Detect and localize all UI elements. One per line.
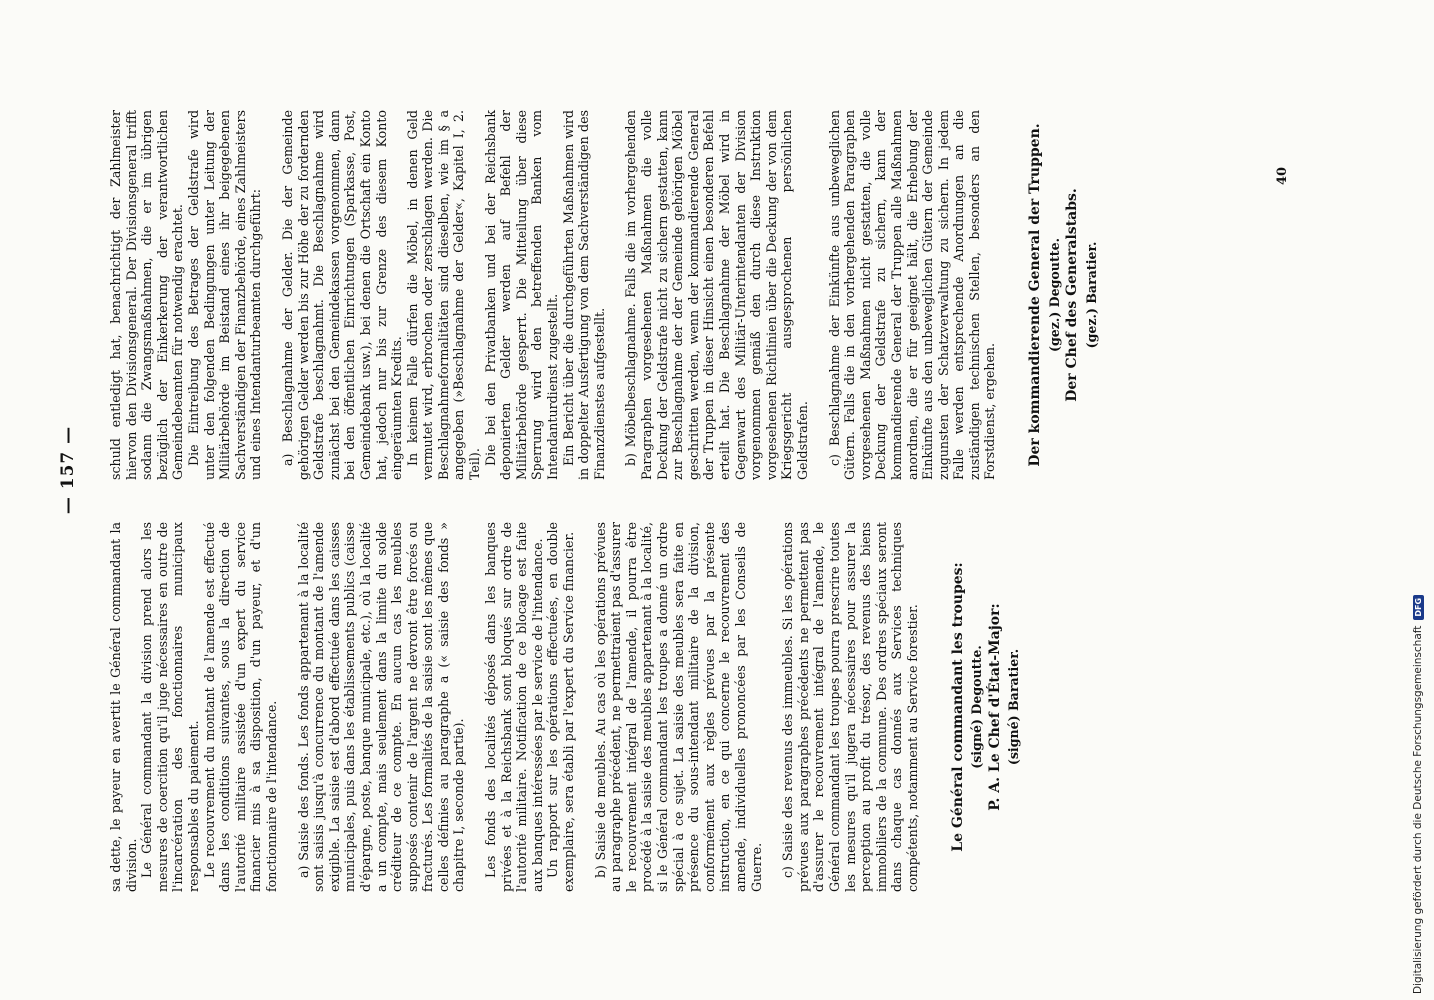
fr-signature-name: (signé) Baratier.: [1006, 648, 1022, 766]
de-signature-name: (gez.) Degoutte.: [1046, 238, 1062, 352]
fr-signature-title: P. A. Le Chef d'État-Major:: [986, 603, 1003, 811]
fr-paragraph: Les fonds des localités déposés dans les banques privées et à la Reichsbank sont bloqués sur ordre de l'autorité militaire. Notification de ce blocage est faite aux banques intéressées par le service de l'intendance.: [483, 522, 545, 892]
de-signature-name: (gez.) Baratier.: [1083, 241, 1099, 349]
page-number: — 157 —: [58, 425, 78, 515]
de-paragraph: c) Beschlagnahme der Einkünfte aus unbeweglichen Gütern. Falls die in den vorhergehenden Paragraphen vorgesehenen Maßnahmen nicht gestatten, die volle Deckung der Geldstrafe zu sichern, kann der kommandierende General der Truppen alle Maßnahmen anordnen, die er für geeignet hält, die Erhebung der Einkünfte aus den unbeweglichen Gütern der Gemeinde zugunsten der Schatzverwaltung zu sichern. In jedem Falle werden entsprechende Anordnungen an die zuständigen technischen Stellen, besonders an den Forstdienst, ergehen.: [826, 110, 998, 480]
de-signature-title: Der kommandierende General der Truppen.: [1027, 123, 1044, 467]
de-signature-block: [1028, 110, 1099, 480]
de-paragraph: Ein Bericht über die durchgeführten Maßnahmen wird in doppelter Ausfertigung von dem Sachverständigen des Finanzdienstes aufgestellt.: [560, 110, 607, 480]
german-column: [108, 110, 1102, 480]
de-signature-title: Der Chef des Generalstabs.: [1064, 188, 1081, 402]
de-paragraph: In keinem Falle dürfen die Möbel, in denen Geld vermutet wird, erbrochen oder zerschlagen werden. Die Beschlagnahmeformalitäten sind dieselben, wie im § a angegeben (»Beschlagnahme der Gelder«, Kapitel I, 2. Teil).: [404, 110, 483, 480]
de-paragraph: Die bei den Privatbanken und bei der Reichsbank deponierten Gelder werden auf Befehl der Militärbehörde gesperrt. Die Mitteilung über diese Sperrung wird den betreffenden Banken vom Intendanturdienst zugestellt.: [482, 110, 561, 480]
fr-paragraph: c) Saisie des revenus des immeubles. Si les opérations prévues aux paragraphes précédents ne permettent pas d'assurer le recouvrement intégral de l'amende, le Général commandant les troupes pourra prescrire toutes les mesures qu'il jugera nécessaires pour assurer la perception au profit du trésor, des revenus des biens immobiliers de la commune. Des ordres spéciaux seront dans chaque cas donnés aux Services techniques compétents, notamment au Service forestier.: [780, 522, 920, 892]
fr-paragraph: b) Saisie de meubles. Au cas où les opérations prévues au paragraphe précédent, ne permettraient pas d'assurer le recouvrement intégral de l'amende, il pourra être procédé à la saisie des meubles appartenant à la localité, si le Général commandant les troupes a donné un ordre spécial à ce sujet. La saisie des meubles sera faite en présence du sous-intendant militaire de la division, conformément aux règles prévues par la présente instruction, en ce qui concerne le recouvrement des amende, individuelles prononcées par les Conseils de Guerre.: [592, 522, 764, 892]
fr-paragraph: Le recouvrement du montant de l'amende est effectué dans les conditions suivantes, sous la direction de l'autorité militaire assistée d'un expert du service financier mis à sa disposition, d'un payeur, et d'un fonctionnaire de l'intendance.: [201, 522, 279, 892]
de-paragraph: a) Beschlagnahme der Gelder. Die der Gemeinde gehörigen Gelder werden bis zur Höhe der zu fordernden Geldstrafe beschlagnahmt. Die Beschlagnahme wird zunächst bei den Gemeindekassen vorgenommen, dann bei den öffentlichen Einrichtungen (Sparkasse, Post, Gemeindebank usw.), bei denen die Ortschaft ein Konto hat, jedoch nur bis zur Grenze des diesem Konto eingeräumten Kredits.: [279, 110, 405, 480]
fr-paragraph: sa dette, le payeur en avertit le Général commandant la division.: [108, 522, 139, 892]
fr-signature-name: (signé) Degoutte.: [969, 645, 985, 769]
french-column: [108, 522, 1025, 892]
fr-signature-block: [951, 522, 1022, 892]
fr-paragraph: a) Saisie des fonds. Les fonds appartenant à la localité sont saisis jusqu'à concurrence du montant de l'amende exigible. La saisie est d'abord effectuée dans les caisses municipales, puis dans les établissements publics (caisse d'épargne, poste, banque municipale, etc.), où la localité a un compte, mais seulement dans la limite du solde créditeur de ce compte. En aucun cas les meubles supposés contenir de l'argent ne devront être forcés ou fracturés. Les formalités de la saisie sont les mêmes que celles définies au paragraphe a (« saisie des fonds » chapitre I, seconde partie).: [295, 522, 467, 892]
fr-signature-title: Le Général commandant les troupes:: [949, 562, 966, 852]
fr-paragraph: Le Général commandant la division prend alors les mesures de coercition qu'il juge nécessaires en outre de l'incarcération des fonctionnaires municipaux responsables du paiement.: [139, 522, 201, 892]
funding-note: Digitalisierung gefördert durch die Deutsche Forschungsgemeinschaft: [1412, 625, 1424, 994]
de-paragraph: Die Eintreibung des Betrages der Geldstrafe wird unter den folgenden Bedingungen unter Leitung der Militärbehörde im Beistand eines ihr beigegebenen Sachverständigen der Finanzbehörde, eines Zahlmeisters und eines Intendanturbeamten durchgeführt:: [185, 110, 264, 480]
dfg-logo: DFG: [1413, 595, 1424, 620]
funding-note-bar: [1405, 0, 1431, 1000]
footer-number: 40: [1275, 166, 1290, 185]
fr-paragraph: Un rapport sur les opérations effectuées, en double exemplaire, sera établi par l'expert du Service financier.: [545, 522, 577, 892]
de-paragraph: b) Möbelbeschlagnahme. Falls die im vorhergehenden Paragraphen vorgesehenen Maßnahmen die volle Deckung der Geldstrafe nicht zu sichern gestatten, kann zur Beschlagnahme der der Gemeinde gehörigen Möbel geschritten werden, wenn der kommandierende General der Truppen in dieser Hinsicht einen besonderen Befehl erteilt hat. Die Beschlagnahme der Möbel wird in Gegenwart des Militär-Unterintendanten der Division vorgenommen gemäß den durch diese Instruktion vorgesehenen Richtlinien über die Deckung der von dem Kriegsgericht ausgesprochenen persönlichen Geldstrafen.: [623, 110, 810, 480]
de-paragraph: schuld entledigt hat, benachrichtigt der Zahlmeister hiervon den Divisionsgeneral. Der Divisionsgeneral trifft sodann die Zwangsmaßnahmen, die er im übrigen bezüglich der Einkerkerung der verantwortlichen Gemeindebeamten für notwendig erachtet.: [108, 110, 186, 480]
